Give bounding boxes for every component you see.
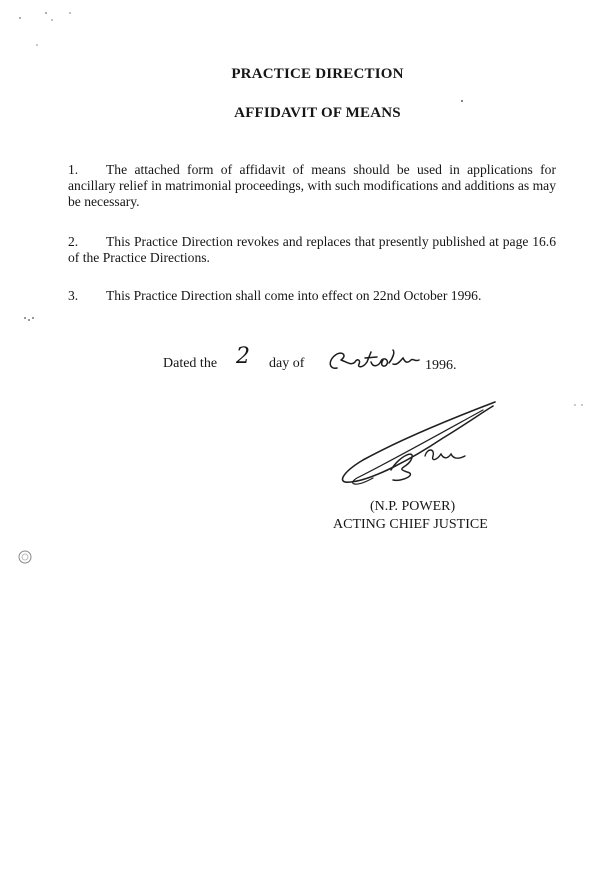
paragraph-number: 1.: [68, 162, 79, 177]
handwritten-day: 2: [236, 344, 250, 369]
dated-middle: day of: [269, 356, 305, 371]
dated-year: 1996.: [425, 358, 457, 373]
paragraph-number: 2.: [68, 234, 79, 249]
signatory-title: ACTING CHIEF JUSTICE: [333, 517, 488, 532]
paragraph-text: This Practice Direction shall come into effect on 22nd October 1996.: [106, 288, 482, 303]
paragraph-number: 3.: [68, 288, 79, 303]
dated-prefix: Dated the: [163, 356, 218, 371]
paragraph-text: This Practice Direction revokes and replaces that presently published at page 16.6 of the Practice Directions.: [68, 234, 556, 265]
document-heading-subtitle: AFFIDAVIT OF MEANS: [234, 105, 401, 121]
signatory-name: (N.P. POWER): [370, 499, 456, 514]
document-heading-title: PRACTICE DIRECTION: [231, 66, 404, 82]
paragraph-text: The attached form of affidavit of means should be used in applications for ancillary relief in matrimonial proceedings, with such modifications and additions as may be necessary.: [68, 162, 556, 209]
